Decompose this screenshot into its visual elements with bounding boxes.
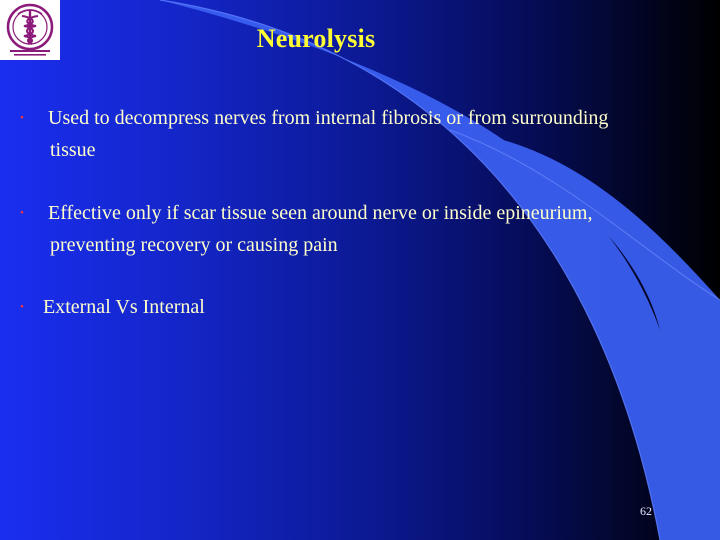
bullet-1-line-1: Used to decompress nerves from internal fibrosis or from surrounding	[48, 107, 609, 129]
slide-title: Neurolysis	[256, 24, 376, 53]
bullet-2-line-2: preventing recovery or causing pain	[50, 234, 338, 256]
bullet-2-line-1: Effective only if scar tissue seen around nerve or inside epineurium,	[48, 202, 593, 224]
bullet-icon: •	[20, 112, 24, 124]
bullet-icon: •	[20, 301, 24, 313]
page-number: 62	[640, 504, 652, 518]
bullet-3-line-1: External Vs Internal	[43, 296, 205, 318]
bullet-1-line-2: tissue	[50, 139, 96, 161]
bullet-icon: •	[20, 207, 24, 219]
